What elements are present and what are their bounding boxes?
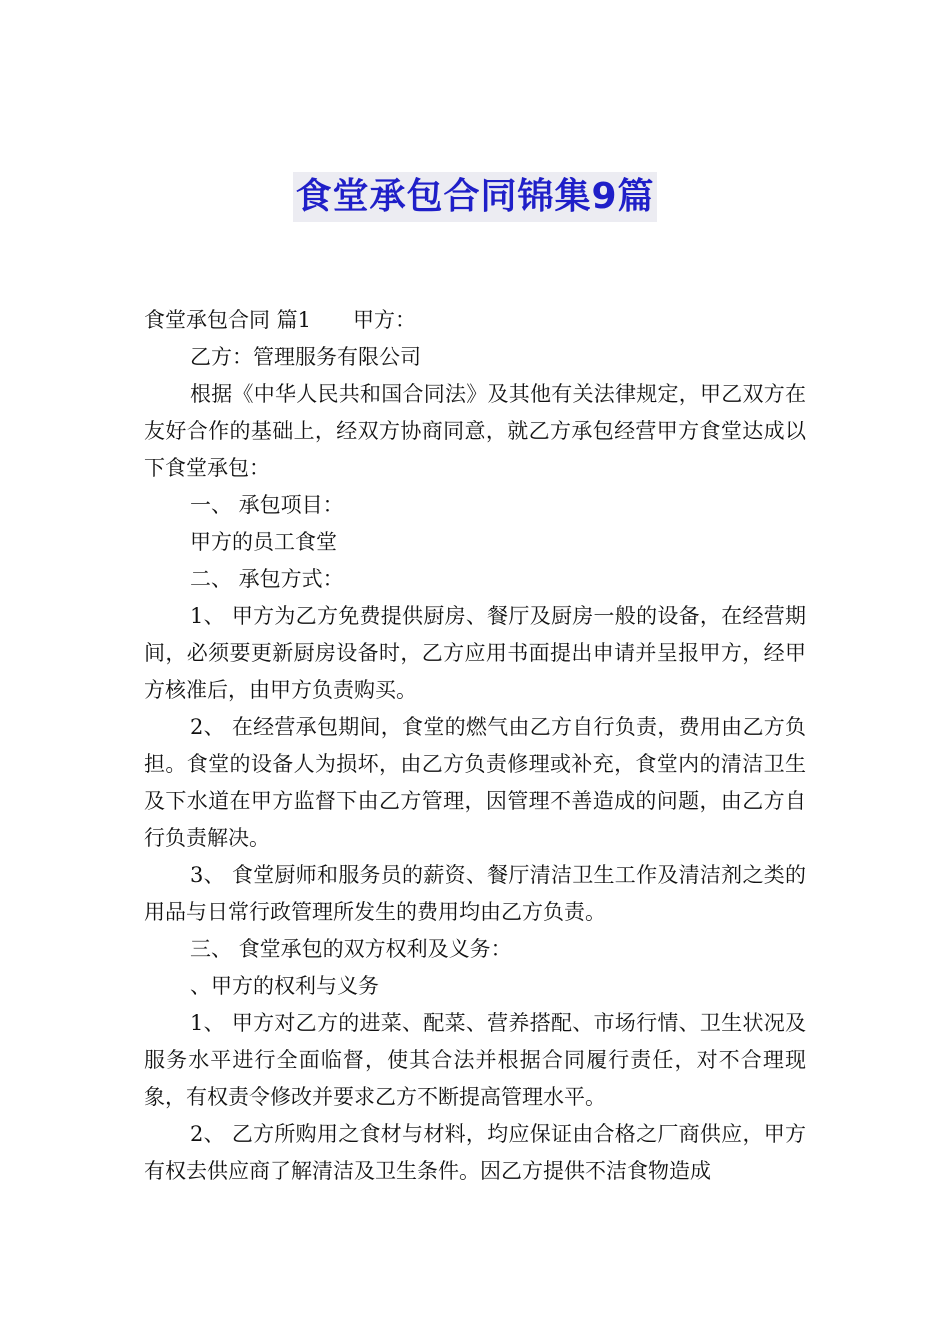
paragraph: 2、 乙方所购用之食材与材料，均应保证由合格之厂商供应，甲方有权去供应商了解清洁及卫生条件。因乙方提供不洁食物造成	[144, 1122, 806, 1183]
party-a-label: 甲方：	[353, 308, 417, 332]
document-title	[0, 172, 950, 222]
paragraph: 1、 甲方为乙方免费提供厨房、餐厅及厨房一般的设备，在经营期间，必须要更新厨房设备时，乙方应用书面提出申请并呈报甲方，经甲方核准后，由甲方负责购买。	[144, 604, 806, 702]
section-heading: 食堂承包合同 篇1	[144, 308, 312, 332]
paragraph: 1、 甲方对乙方的进菜、配菜、营养搭配、市场行情、卫生状况及服务水平进行全面临督，使其合法并根据合同履行责任，对不合理现象，有权责令修改并要求乙方不断提高管理水平。	[144, 1011, 806, 1109]
paragraph: 3、 食堂厨师和服务员的薪资、餐厅清洁卫生工作及清洁剂之类的用品与日常行政管理所发生的费用均由乙方负责。	[144, 863, 806, 924]
paragraph: 2、 在经营承包期间，食堂的燃气由乙方自行负责，费用由乙方负担。食堂的设备人为损坏，由乙方负责修理或补充，食堂内的清洁卫生及下水道在甲方监督下由乙方管理，因管理不善造成的问题，由乙方自行负责解决。	[144, 715, 806, 850]
document-title-text: 食堂承包合同锦集9篇	[293, 172, 656, 222]
paragraph: 根据《中华人民共和国合同法》及其他有关法律规定，甲乙双方在友好合作的基础上，经双方协商同意，就乙方承包经营甲方食堂达成以下食堂承包：	[144, 382, 806, 480]
paragraph: 甲方的员工食堂	[190, 530, 337, 554]
paragraph: 乙方：管理服务有限公司	[190, 345, 421, 369]
paragraph: 二、 承包方式：	[190, 567, 344, 591]
section-heading-line	[144, 302, 806, 339]
paragraph: 一、 承包项目：	[190, 493, 344, 517]
paragraph: 、甲方的权利与义务	[190, 974, 379, 998]
document-body	[144, 302, 806, 1190]
paragraph: 三、 食堂承包的双方权利及义务：	[190, 937, 512, 961]
